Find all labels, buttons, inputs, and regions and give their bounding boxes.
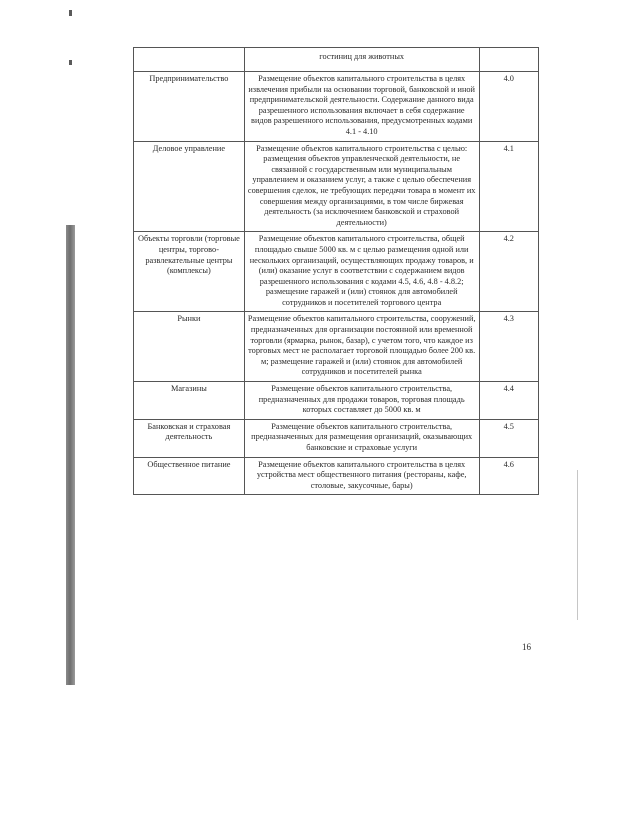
use-type-code: 4.3	[479, 312, 538, 382]
table-row	[134, 312, 539, 382]
use-type-description: Размещение объектов капитального строительства, сооружений, предназначенных для организации постоянной или временной торговли (ярмарка, рынок, базар), с учетом того, что каждое из торговых мест не располагает торговой площадью более 200 кв. м; размещение гаражей и (или) стоянок для автомобилей сотрудников и посетителей рынка	[244, 312, 479, 382]
use-type-code: 4.4	[479, 382, 538, 420]
use-type-name: Деловое управление	[134, 141, 245, 232]
use-type-description: Размещение объектов капитального строительства с целью: размещения объектов управленческой деятельности, не связанной с государственным или муниципальным управлением и оказанием услуг, а также с целью обеспечения совершения сделок, не требующих передачи товара в момент их совершения между организациями, в том числе биржевая деятельность (за исключением банковской и страховой деятельности)	[244, 141, 479, 232]
use-type-code: 4.6	[479, 457, 538, 495]
table-row	[134, 419, 539, 457]
use-type-description: Размещение объектов капитального строительства, предназначенных для продажи товаров, торговая площадь которых составляет до 5000 кв. м	[244, 382, 479, 420]
table-row	[134, 232, 539, 312]
table-cell-empty	[479, 48, 538, 72]
use-type-description: Размещение объектов капитального строительства, предназначенных для размещения организаций, оказывающих банковские и страховые услуги	[244, 419, 479, 457]
table-row	[134, 382, 539, 420]
table-row	[134, 141, 539, 232]
use-type-name: Предпринимательство	[134, 72, 245, 142]
land-use-table	[133, 47, 539, 495]
use-type-code: 4.2	[479, 232, 538, 312]
use-type-code: 4.1	[479, 141, 538, 232]
use-type-description: Размещение объектов капитального строительства, общей площадью свыше 5000 кв. м с целью размещения одной или нескольких организаций, осуществляющих продажу товаров, и (или) оказание услуг в соответствии с содержанием видов разрешенного использования с кодами 4.5, 4.6, 4.8 - 4.8.2; размещение гаражей и (или) стоянок для автомобилей сотрудников и посетителей торгового центра	[244, 232, 479, 312]
use-type-name: Общественное питание	[134, 457, 245, 495]
table-cell-continuation: гостиниц для животных	[244, 48, 479, 72]
use-type-description: Размещение объектов капитального строительства в целях устройства мест общественного питания (рестораны, кафе, столовые, закусочные, бары)	[244, 457, 479, 495]
use-type-description: Размещение объектов капитального строительства в целях извлечения прибыли на основании торговой, банковской и иной предпринимательской деятельности. Содержание данного вида разрешенного использования включает в себя содержание видов разрешенного использования, предусмотренных кодами 4.1 - 4.10	[244, 72, 479, 142]
use-type-code: 4.0	[479, 72, 538, 142]
use-type-name: Банковская и страховая деятельность	[134, 419, 245, 457]
scan-artifact	[69, 10, 72, 16]
scan-artifact	[577, 470, 578, 620]
use-type-name: Рынки	[134, 312, 245, 382]
page-number: 16	[522, 642, 531, 652]
scan-artifact	[69, 60, 72, 65]
table-row	[134, 457, 539, 495]
scan-edge-shadow	[66, 225, 75, 685]
table-row	[134, 48, 539, 72]
table-row	[134, 72, 539, 142]
use-type-name: Магазины	[134, 382, 245, 420]
table-cell-empty	[134, 48, 245, 72]
use-type-code: 4.5	[479, 419, 538, 457]
use-type-name: Объекты торговли (торговые центры, торгово-развлекательные центры (комплексы)	[134, 232, 245, 312]
